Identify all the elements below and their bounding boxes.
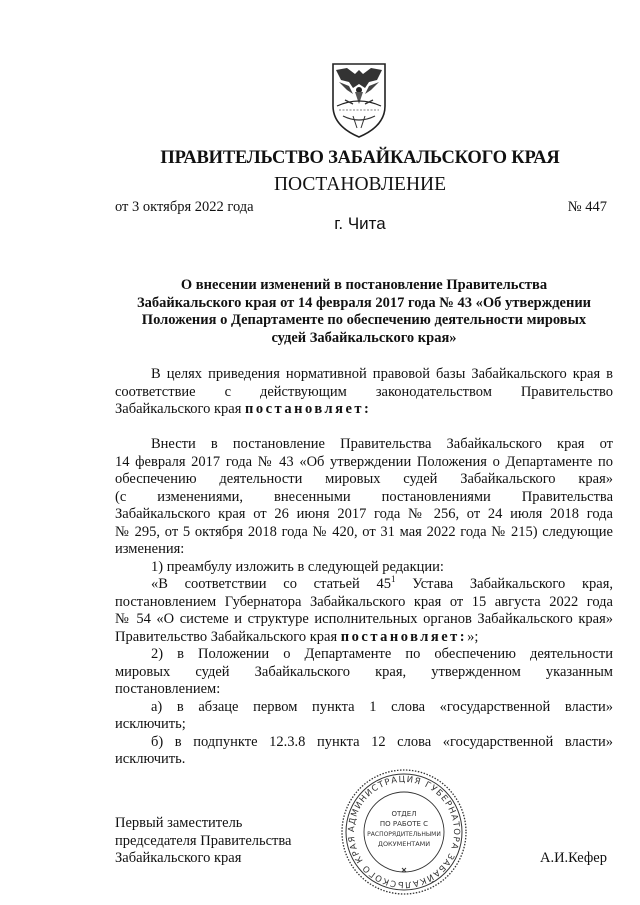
decree-keyword: постановляет: bbox=[245, 401, 372, 417]
document-number: № 447 bbox=[567, 199, 607, 215]
quote-text-fragment: «В соответствии со статьей 45 bbox=[151, 576, 392, 592]
subject-line: Положения о Департаменте по обеспечению деятельности мировых bbox=[141, 312, 587, 328]
document-subject bbox=[112, 277, 616, 347]
quote-text-fragment: Правительство Забайкальского края bbox=[115, 628, 338, 645]
position-line: Первый заместитель bbox=[115, 815, 243, 831]
subject-line: Забайкальского края от 14 февраля 2017 года № 43 «Об утверждении bbox=[136, 294, 592, 311]
item-1: 1) преамбулу изложить в следующей редакции: bbox=[151, 558, 444, 575]
body-line: (с изменениями, внесенными постановлениями Правительства bbox=[115, 488, 613, 505]
document-date: от 3 октября 2022 года bbox=[115, 199, 254, 215]
decree-keyword: постановляет: bbox=[340, 628, 468, 645]
body-text-fragment: Забайкальского края bbox=[115, 401, 242, 417]
quote-text-fragment: »; bbox=[467, 628, 479, 645]
body-line: Внести в постановление Правительства Забайкальского края от bbox=[151, 436, 613, 452]
quote-text-fragment: Устава Забайкальского края, bbox=[395, 576, 613, 592]
subject-line: О внесении изменений в постановление Правительства bbox=[180, 277, 548, 293]
body-line: соответствие с действующим законодательством Правительство bbox=[115, 383, 613, 400]
item-b: исключить. bbox=[115, 751, 186, 767]
item-2: постановлением: bbox=[115, 681, 221, 697]
quote-line: постановлением Губернатора Забайкальского края от 15 августа 2022 года bbox=[115, 593, 613, 610]
item-2: 2) в Положении о Департаменте по обеспечению деятельности bbox=[151, 646, 613, 662]
footnote-superscript: 1 bbox=[391, 574, 396, 585]
item-b: б) в подпункте 12.3.8 пункта 12 слова «государственной власти» bbox=[151, 733, 613, 750]
signatory-name: А.И.Кефер bbox=[539, 850, 607, 866]
body-line: Забайкальского края от 26 июня 2017 года № 256, от 24 июля 2018 года bbox=[115, 506, 613, 522]
official-stamp bbox=[340, 768, 468, 896]
item-2: мировых судей Забайкальского края, утвержденном указанным bbox=[115, 663, 613, 680]
body-line: изменения: bbox=[115, 541, 185, 557]
quote-line bbox=[115, 576, 613, 594]
stamp-ring-text: АДМИНИСТРАЦИЯ ГУБЕРНАТОРА ЗАБАЙКАЛЬСКОГО КРАЯ bbox=[346, 774, 462, 890]
stamp-center-text: ПО РАБОТЕ С bbox=[379, 820, 429, 828]
item-a: а) в абзаце первом пункта 1 слова «государственной власти» bbox=[151, 698, 613, 715]
quote-line: № 54 «О системе и структуре исполнительных органов Забайкальского края» bbox=[115, 611, 613, 627]
position-line: Забайкальского края bbox=[115, 850, 242, 866]
document-body bbox=[115, 366, 613, 769]
position-line: председателя Правительства bbox=[115, 832, 292, 849]
quote-line bbox=[115, 629, 613, 647]
item-a: исключить; bbox=[115, 716, 186, 732]
body-line: 14 февраля 2017 года № 43 «Об утверждении Положения о Департаменте по bbox=[115, 453, 613, 470]
document-type: ПОСТАНОВЛЕНИЕ bbox=[273, 174, 447, 195]
body-line: № 295, от 5 октября 2018 года № 420, от 31 мая 2022 года № 215) следующие bbox=[115, 523, 613, 540]
body-line bbox=[115, 401, 613, 419]
coat-of-arms-emblem bbox=[327, 60, 391, 140]
body-line: обеспечению деятельности мировых судей Забайкальского края» bbox=[115, 471, 613, 487]
document-city: г. Чита bbox=[334, 214, 386, 233]
government-title: ПРАВИТЕЛЬСТВО ЗАБАЙКАЛЬСКОГО КРАЯ bbox=[160, 148, 560, 168]
subject-line: судей Забайкальского края» bbox=[271, 329, 457, 346]
body-line: В целях приведения нормативной правовой базы Забайкальского края в bbox=[151, 366, 613, 382]
stamp-center-text: ДОКУМЕНТАМИ bbox=[377, 840, 431, 848]
stamp-center-text: ОТДЕЛ bbox=[391, 810, 417, 818]
stamp-center-text: РАСПОРЯДИТЕЛЬНЫМИ bbox=[367, 831, 441, 838]
signatory-position bbox=[115, 815, 291, 868]
